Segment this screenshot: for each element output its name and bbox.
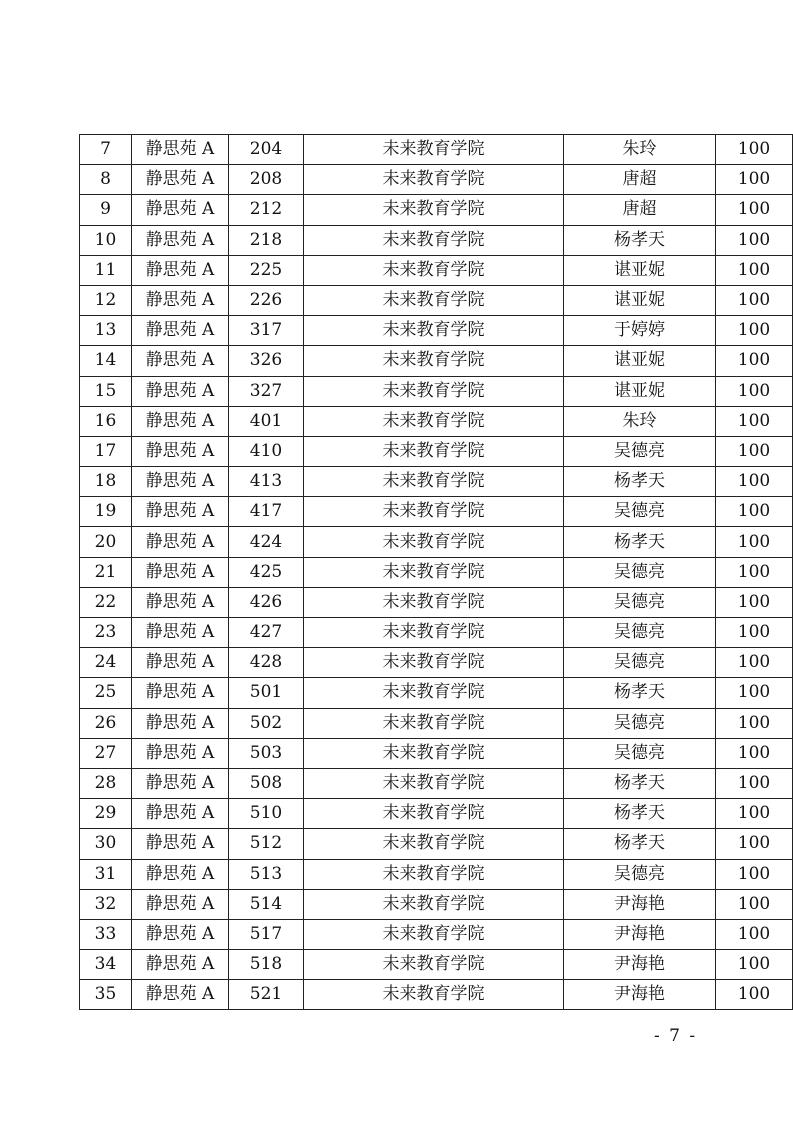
person-cell: 吴德亮	[564, 738, 716, 768]
college-cell: 未来教育学院	[304, 799, 564, 829]
person-cell: 吴德亮	[564, 497, 716, 527]
college-cell: 未来教育学院	[304, 919, 564, 949]
table-row	[80, 708, 793, 738]
row-number-cell: 13	[80, 316, 132, 346]
table-row	[80, 135, 793, 165]
building-cell: 静思苑 A	[132, 799, 229, 829]
building-cell: 静思苑 A	[132, 980, 229, 1010]
score-cell: 100	[716, 316, 793, 346]
table-row	[80, 285, 793, 315]
person-cell: 尹海艳	[564, 919, 716, 949]
score-cell: 100	[716, 980, 793, 1010]
room-cell: 427	[229, 618, 304, 648]
row-number-cell: 18	[80, 467, 132, 497]
row-number-cell: 31	[80, 859, 132, 889]
building-cell: 静思苑 A	[132, 497, 229, 527]
person-cell: 谌亚妮	[564, 285, 716, 315]
room-cell: 508	[229, 768, 304, 798]
person-cell: 吴德亮	[564, 618, 716, 648]
table-row	[80, 467, 793, 497]
room-cell: 517	[229, 919, 304, 949]
building-cell: 静思苑 A	[132, 346, 229, 376]
person-cell: 吴德亮	[564, 587, 716, 617]
person-cell: 朱玲	[564, 135, 716, 165]
page-number: - 7 -	[654, 1026, 698, 1046]
table-row	[80, 587, 793, 617]
college-cell: 未来教育学院	[304, 648, 564, 678]
building-cell: 静思苑 A	[132, 768, 229, 798]
person-cell: 吴德亮	[564, 859, 716, 889]
room-cell: 521	[229, 980, 304, 1010]
college-cell: 未来教育学院	[304, 557, 564, 587]
building-cell: 静思苑 A	[132, 678, 229, 708]
person-cell: 杨孝天	[564, 829, 716, 859]
row-number-cell: 12	[80, 285, 132, 315]
room-cell: 501	[229, 678, 304, 708]
table-row	[80, 406, 793, 436]
score-cell: 100	[716, 618, 793, 648]
score-cell: 100	[716, 285, 793, 315]
college-cell: 未来教育学院	[304, 225, 564, 255]
college-cell: 未来教育学院	[304, 195, 564, 225]
building-cell: 静思苑 A	[132, 436, 229, 466]
row-number-cell: 17	[80, 436, 132, 466]
room-cell: 513	[229, 859, 304, 889]
table-row	[80, 618, 793, 648]
building-cell: 静思苑 A	[132, 255, 229, 285]
building-cell: 静思苑 A	[132, 195, 229, 225]
row-number-cell: 14	[80, 346, 132, 376]
college-cell: 未来教育学院	[304, 285, 564, 315]
room-cell: 208	[229, 165, 304, 195]
building-cell: 静思苑 A	[132, 527, 229, 557]
college-cell: 未来教育学院	[304, 436, 564, 466]
building-cell: 静思苑 A	[132, 708, 229, 738]
table-row	[80, 799, 793, 829]
college-cell: 未来教育学院	[304, 678, 564, 708]
building-cell: 静思苑 A	[132, 316, 229, 346]
score-cell: 100	[716, 829, 793, 859]
college-cell: 未来教育学院	[304, 708, 564, 738]
row-number-cell: 7	[80, 135, 132, 165]
college-cell: 未来教育学院	[304, 738, 564, 768]
building-cell: 静思苑 A	[132, 135, 229, 165]
person-cell: 杨孝天	[564, 799, 716, 829]
score-cell: 100	[716, 889, 793, 919]
score-cell: 100	[716, 919, 793, 949]
row-number-cell: 23	[80, 618, 132, 648]
room-cell: 204	[229, 135, 304, 165]
score-cell: 100	[716, 678, 793, 708]
person-cell: 杨孝天	[564, 527, 716, 557]
college-cell: 未来教育学院	[304, 859, 564, 889]
room-cell: 424	[229, 527, 304, 557]
table-row	[80, 919, 793, 949]
table-row	[80, 829, 793, 859]
person-cell: 吴德亮	[564, 557, 716, 587]
score-cell: 100	[716, 587, 793, 617]
row-number-cell: 19	[80, 497, 132, 527]
score-cell: 100	[716, 255, 793, 285]
score-cell: 100	[716, 859, 793, 889]
table-row	[80, 195, 793, 225]
room-cell: 518	[229, 950, 304, 980]
score-cell: 100	[716, 738, 793, 768]
person-cell: 杨孝天	[564, 467, 716, 497]
room-cell: 512	[229, 829, 304, 859]
college-cell: 未来教育学院	[304, 497, 564, 527]
person-cell: 尹海艳	[564, 980, 716, 1010]
room-cell: 426	[229, 587, 304, 617]
college-cell: 未来教育学院	[304, 316, 564, 346]
table-row	[80, 316, 793, 346]
person-cell: 唐超	[564, 165, 716, 195]
row-number-cell: 24	[80, 648, 132, 678]
table-row	[80, 648, 793, 678]
college-cell: 未来教育学院	[304, 255, 564, 285]
college-cell: 未来教育学院	[304, 346, 564, 376]
person-cell: 朱玲	[564, 406, 716, 436]
room-cell: 503	[229, 738, 304, 768]
person-cell: 谌亚妮	[564, 255, 716, 285]
building-cell: 静思苑 A	[132, 738, 229, 768]
room-cell: 514	[229, 889, 304, 919]
table-row	[80, 738, 793, 768]
row-number-cell: 15	[80, 376, 132, 406]
row-number-cell: 29	[80, 799, 132, 829]
building-cell: 静思苑 A	[132, 557, 229, 587]
score-cell: 100	[716, 467, 793, 497]
score-cell: 100	[716, 225, 793, 255]
score-cell: 100	[716, 406, 793, 436]
row-number-cell: 26	[80, 708, 132, 738]
row-number-cell: 25	[80, 678, 132, 708]
room-cell: 417	[229, 497, 304, 527]
person-cell: 于婷婷	[564, 316, 716, 346]
score-cell: 100	[716, 195, 793, 225]
table-row	[80, 497, 793, 527]
row-number-cell: 28	[80, 768, 132, 798]
building-cell: 静思苑 A	[132, 225, 229, 255]
table-row	[80, 980, 793, 1010]
row-number-cell: 22	[80, 587, 132, 617]
table-row	[80, 889, 793, 919]
row-number-cell: 11	[80, 255, 132, 285]
dormitory-score-table	[79, 134, 793, 1010]
score-cell: 100	[716, 135, 793, 165]
room-cell: 510	[229, 799, 304, 829]
score-cell: 100	[716, 950, 793, 980]
building-cell: 静思苑 A	[132, 950, 229, 980]
table-row	[80, 768, 793, 798]
table-row	[80, 436, 793, 466]
room-cell: 428	[229, 648, 304, 678]
college-cell: 未来教育学院	[304, 618, 564, 648]
row-number-cell: 21	[80, 557, 132, 587]
room-cell: 212	[229, 195, 304, 225]
table-row	[80, 557, 793, 587]
building-cell: 静思苑 A	[132, 618, 229, 648]
college-cell: 未来教育学院	[304, 406, 564, 436]
row-number-cell: 34	[80, 950, 132, 980]
building-cell: 静思苑 A	[132, 587, 229, 617]
college-cell: 未来教育学院	[304, 135, 564, 165]
room-cell: 410	[229, 436, 304, 466]
row-number-cell: 9	[80, 195, 132, 225]
room-cell: 502	[229, 708, 304, 738]
person-cell: 吴德亮	[564, 436, 716, 466]
table-row	[80, 950, 793, 980]
table-row	[80, 859, 793, 889]
college-cell: 未来教育学院	[304, 467, 564, 497]
room-cell: 317	[229, 316, 304, 346]
score-cell: 100	[716, 799, 793, 829]
building-cell: 静思苑 A	[132, 648, 229, 678]
person-cell: 谌亚妮	[564, 346, 716, 376]
building-cell: 静思苑 A	[132, 406, 229, 436]
person-cell: 杨孝天	[564, 678, 716, 708]
college-cell: 未来教育学院	[304, 768, 564, 798]
college-cell: 未来教育学院	[304, 165, 564, 195]
table-row	[80, 225, 793, 255]
college-cell: 未来教育学院	[304, 587, 564, 617]
room-cell: 225	[229, 255, 304, 285]
score-cell: 100	[716, 165, 793, 195]
building-cell: 静思苑 A	[132, 376, 229, 406]
college-cell: 未来教育学院	[304, 829, 564, 859]
person-cell: 杨孝天	[564, 768, 716, 798]
college-cell: 未来教育学院	[304, 950, 564, 980]
score-cell: 100	[716, 497, 793, 527]
building-cell: 静思苑 A	[132, 889, 229, 919]
person-cell: 杨孝天	[564, 225, 716, 255]
score-cell: 100	[716, 376, 793, 406]
score-cell: 100	[716, 648, 793, 678]
score-cell: 100	[716, 346, 793, 376]
row-number-cell: 35	[80, 980, 132, 1010]
college-cell: 未来教育学院	[304, 980, 564, 1010]
row-number-cell: 16	[80, 406, 132, 436]
row-number-cell: 32	[80, 889, 132, 919]
college-cell: 未来教育学院	[304, 376, 564, 406]
person-cell: 吴德亮	[564, 648, 716, 678]
person-cell: 唐超	[564, 195, 716, 225]
row-number-cell: 33	[80, 919, 132, 949]
score-cell: 100	[716, 527, 793, 557]
table-row	[80, 376, 793, 406]
person-cell: 谌亚妮	[564, 376, 716, 406]
table-row	[80, 255, 793, 285]
score-cell: 100	[716, 557, 793, 587]
row-number-cell: 30	[80, 829, 132, 859]
table-body	[80, 135, 793, 1010]
building-cell: 静思苑 A	[132, 919, 229, 949]
score-cell: 100	[716, 436, 793, 466]
room-cell: 226	[229, 285, 304, 315]
college-cell: 未来教育学院	[304, 889, 564, 919]
row-number-cell: 10	[80, 225, 132, 255]
row-number-cell: 8	[80, 165, 132, 195]
room-cell: 401	[229, 406, 304, 436]
college-cell: 未来教育学院	[304, 527, 564, 557]
row-number-cell: 27	[80, 738, 132, 768]
room-cell: 218	[229, 225, 304, 255]
table-row	[80, 165, 793, 195]
building-cell: 静思苑 A	[132, 859, 229, 889]
building-cell: 静思苑 A	[132, 285, 229, 315]
room-cell: 413	[229, 467, 304, 497]
person-cell: 尹海艳	[564, 950, 716, 980]
table-row	[80, 527, 793, 557]
room-cell: 425	[229, 557, 304, 587]
table-row	[80, 678, 793, 708]
building-cell: 静思苑 A	[132, 165, 229, 195]
person-cell: 吴德亮	[564, 708, 716, 738]
room-cell: 326	[229, 346, 304, 376]
score-cell: 100	[716, 768, 793, 798]
building-cell: 静思苑 A	[132, 829, 229, 859]
room-cell: 327	[229, 376, 304, 406]
score-cell: 100	[716, 708, 793, 738]
person-cell: 尹海艳	[564, 889, 716, 919]
building-cell: 静思苑 A	[132, 467, 229, 497]
table-row	[80, 346, 793, 376]
row-number-cell: 20	[80, 527, 132, 557]
